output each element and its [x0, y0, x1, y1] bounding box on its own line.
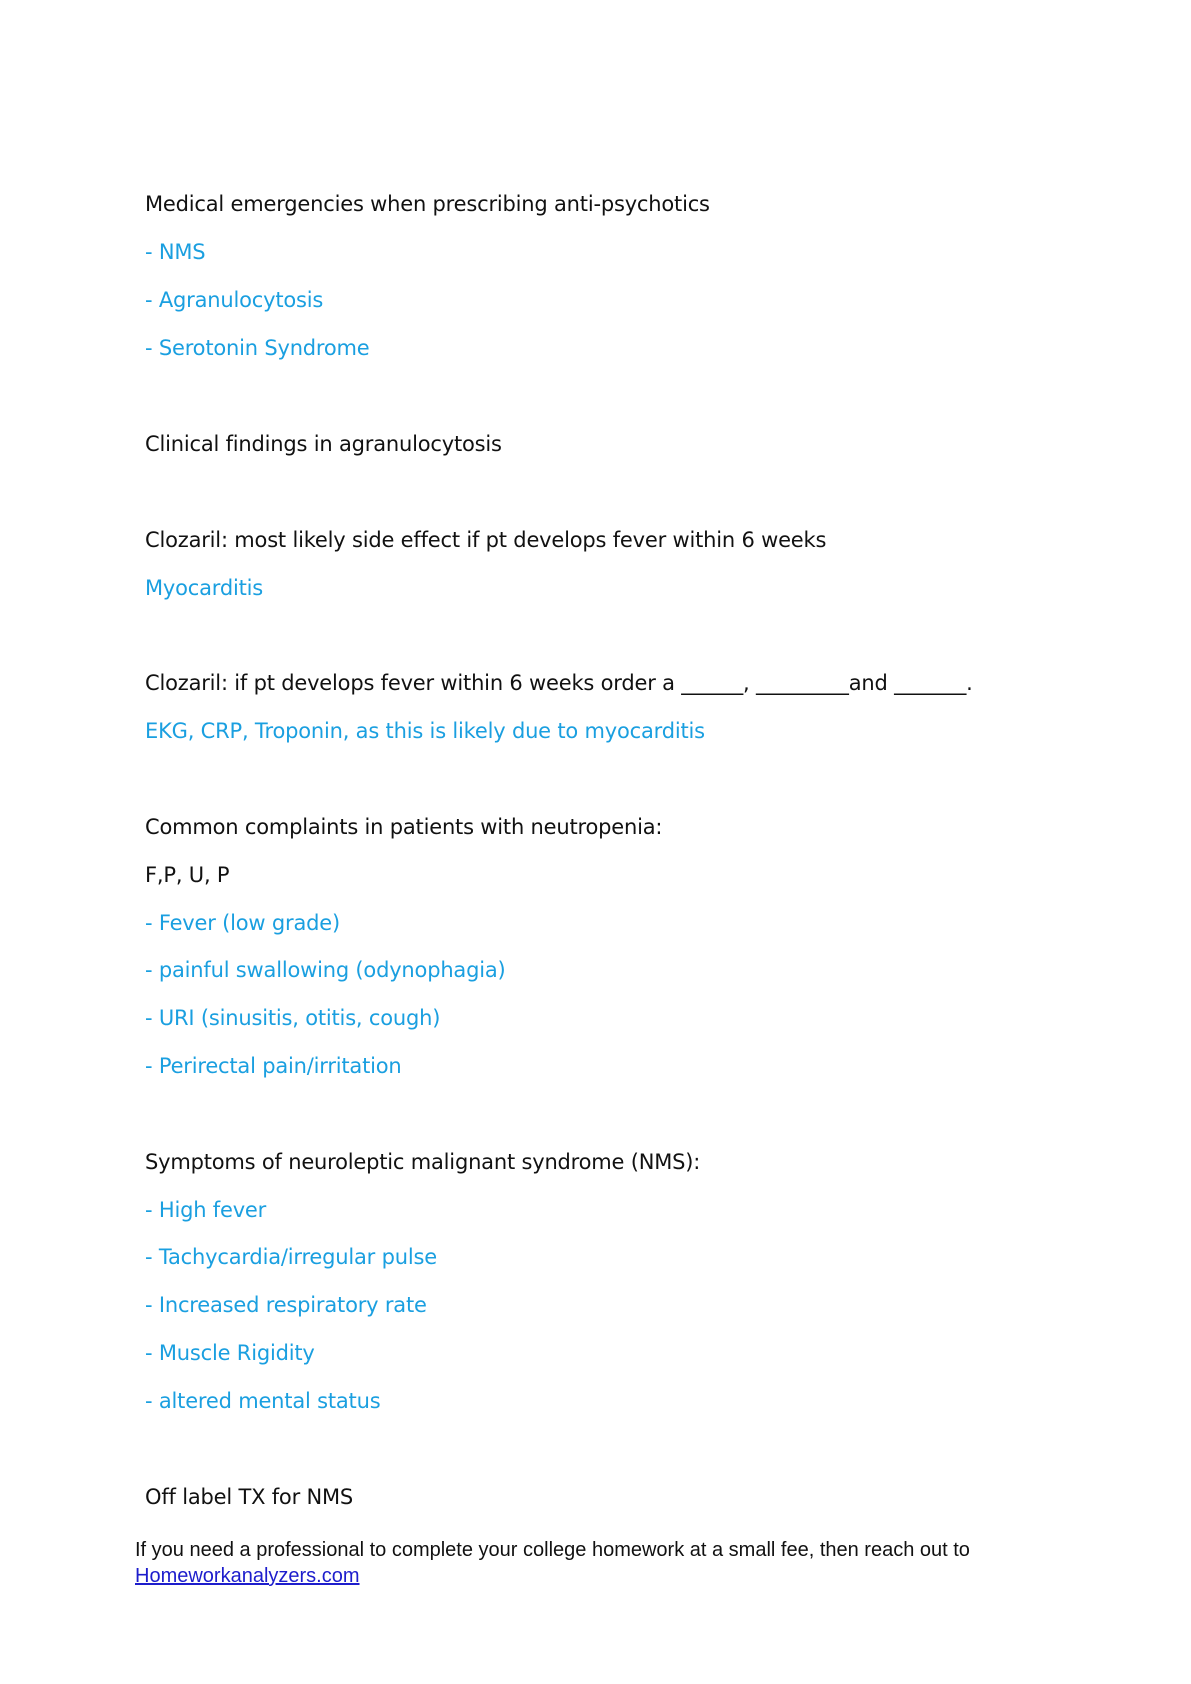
answer-altered-mental-status: - altered mental status [145, 1389, 381, 1413]
question-clozaril-orders: Clozaril: if pt develops fever within 6 weeks order a ______, _________and _______. [145, 671, 973, 695]
footer-promo-link[interactable]: Homeworkanalyzers.com [135, 1565, 360, 1587]
question-antipsychotic-emergencies: Medical emergencies when prescribing anti-psychotics [145, 192, 710, 216]
answer-fever: - Fever (low grade) [145, 911, 340, 935]
mnemonic-fpup: F,P, U, P [145, 863, 230, 887]
question-nms-symptoms: Symptoms of neuroleptic malignant syndrome (NMS): [145, 1150, 701, 1174]
footer-promo-text: If you need a professional to complete your college homework at a small fee, then reach out to [135, 1539, 970, 1561]
answer-myocarditis: Myocarditis [145, 576, 264, 600]
question-neutropenia-complaints: Common complaints in patients with neutropenia: [145, 815, 663, 839]
question-clozaril-side-effect: Clozaril: most likely side effect if pt develops fever within 6 weeks [145, 528, 827, 552]
answer-uri: - URI (sinusitis, otitis, cough) [145, 1006, 441, 1030]
answer-tachycardia: - Tachycardia/irregular pulse [145, 1245, 437, 1269]
answer-painful-swallowing: - painful swallowing (odynophagia) [145, 958, 506, 982]
answer-agranulocytosis: - Agranulocytosis [145, 288, 324, 312]
answer-high-fever: - High fever [145, 1198, 267, 1222]
answer-nms: - NMS [145, 240, 206, 264]
question-nms-offlabel-tx: Off label TX for NMS [145, 1485, 354, 1509]
answer-respiratory-rate: - Increased respiratory rate [145, 1293, 427, 1317]
answer-serotonin-syndrome: - Serotonin Syndrome [145, 336, 370, 360]
answer-muscle-rigidity: - Muscle Rigidity [145, 1341, 315, 1365]
answer-clozaril-orders: EKG, CRP, Troponin, as this is likely due to myocarditis [145, 719, 705, 743]
answer-perirectal-pain: - Perirectal pain/irritation [145, 1054, 402, 1078]
question-agranulocytosis-findings: Clinical findings in agranulocytosis [145, 432, 502, 456]
